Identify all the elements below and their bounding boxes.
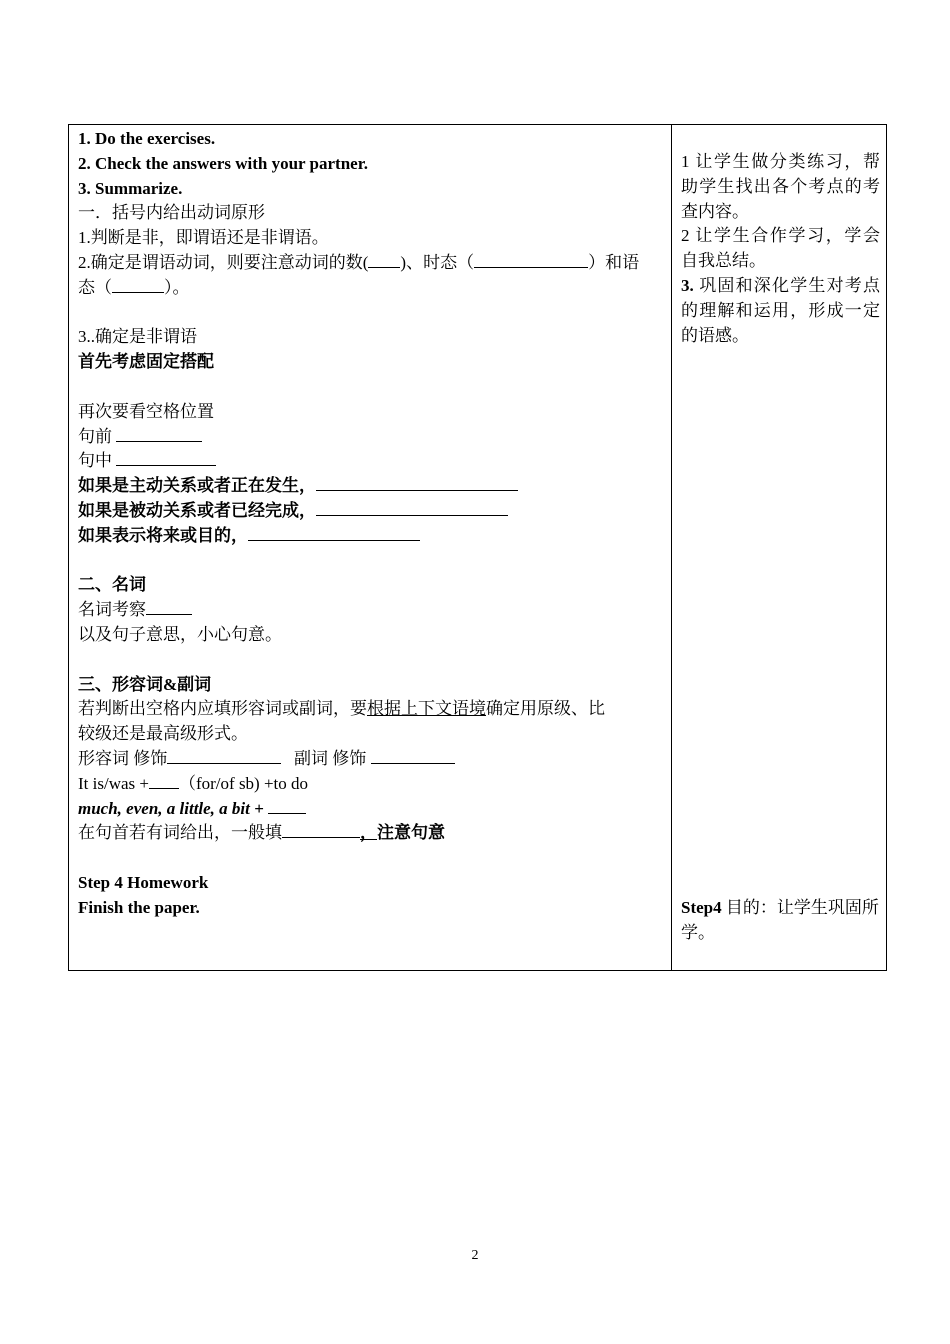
- page-number: 2: [471, 1248, 479, 1263]
- step-exercises: 1. Do the exercises.: [78, 129, 216, 148]
- verb-rule-2-cont: 态（ ）。: [78, 277, 190, 297]
- blank: [116, 449, 216, 466]
- active-relation: 如果是主动关系或者正在发生，: [78, 474, 665, 499]
- noun-check: 名词考察: [78, 598, 665, 623]
- verb-rule-2: 2.确定是谓语动词，则要注意动词的数( )、时态（ ）和语: [78, 252, 640, 272]
- blank: [268, 797, 306, 814]
- homework-heading: Step 4 Homework: [78, 872, 209, 892]
- modify-rule: 形容词 修饰 副词 修饰: [78, 747, 665, 772]
- blank: [248, 524, 420, 541]
- blank: [116, 425, 202, 442]
- passive-relation: 如果是被动关系或者已经完成，: [78, 499, 665, 524]
- sentence-initial-word: 在句首若有词给出，一般填 ，注意句意: [78, 823, 445, 843]
- blank: [316, 474, 518, 491]
- main-column: [69, 125, 672, 970]
- lesson-table: [68, 124, 887, 971]
- blank: [371, 747, 455, 764]
- section-noun-heading: 二、名词: [78, 575, 146, 595]
- fixed-collocation: 首先考虑固定搭配: [78, 352, 214, 372]
- future-purpose: 如果表示将来或目的，: [78, 524, 665, 549]
- purpose-column: [672, 125, 886, 970]
- noun-meaning: 以及句子意思，小心句意。: [78, 624, 282, 644]
- purpose-1: 1 让学生做分类练习，帮助学生找出各个考点的考查内容。: [681, 152, 880, 221]
- adj-adv-rule-cont: 较级还是最高级形式。: [78, 724, 248, 744]
- section-verb-heading: 一．括号内给出动词原形: [78, 203, 265, 223]
- blank: [316, 499, 508, 516]
- blank: [149, 772, 179, 789]
- blank: [368, 251, 400, 268]
- section-adj-adv-heading: 三、形容词&副词: [78, 674, 212, 694]
- sentence-start: 句前: [78, 425, 665, 450]
- verb-rule-3: 3..确定是非谓语: [78, 327, 197, 347]
- comparative-modifiers: much, even, a little, a bit +: [78, 797, 665, 822]
- sentence-middle: 句中: [78, 449, 665, 474]
- blank: [474, 251, 588, 268]
- blank-position: 再次要看空格位置: [78, 401, 214, 421]
- homework-task: Finish the paper.: [78, 897, 200, 917]
- adj-adv-rule: 若判断出空格内应填形容词或副词，要根据上下文语境确定用原级、比: [78, 699, 605, 719]
- it-is-structure: It is/was + （for/of sb) +to do: [78, 773, 309, 793]
- blank: [112, 276, 164, 293]
- blank: [146, 598, 192, 615]
- blank: [167, 747, 281, 764]
- verb-rule-1: 1.判断是非，即谓语还是非谓语。: [78, 228, 329, 248]
- purpose-step4: Step4 目的：让学生巩固所学。: [681, 898, 879, 942]
- purpose-3: 3. 巩固和深化学生对考点的理解和运用，形成一定的语感。: [681, 275, 880, 345]
- step-summarize: 3. Summarize.: [78, 178, 183, 198]
- step-check-answers: 2. Check the answers with your partner.: [78, 153, 368, 173]
- blank: [282, 821, 360, 838]
- purpose-2: 2 让学生合作学习，学会自我总结。: [681, 226, 880, 271]
